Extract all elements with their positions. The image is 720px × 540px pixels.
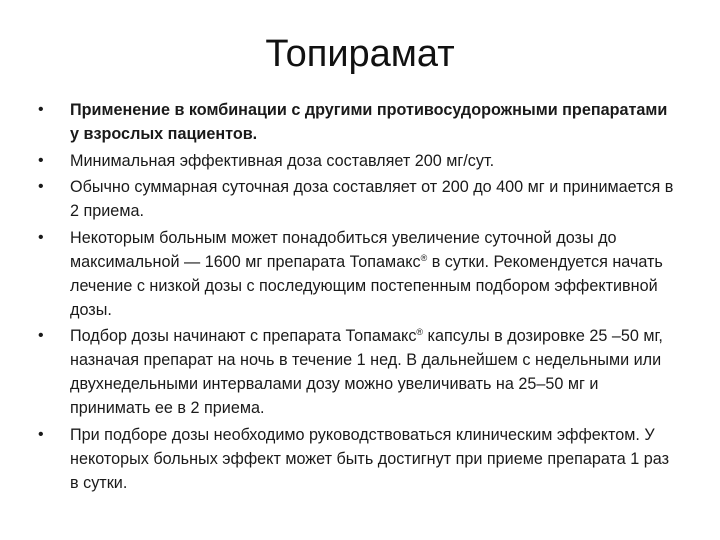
bullet-text: Минимальная эффективная доза составляет 200 мг/сут. bbox=[70, 151, 495, 170]
bullet-text: Обычно суммарная суточная доза составляет от 200 до 400 мг и принимается в 2 приема. bbox=[70, 178, 674, 220]
bullet-item bbox=[38, 423, 678, 495]
bullet-item bbox=[38, 98, 678, 146]
bullet-text: Применение в комбинации с другими противосудорожными препаратами у взрослых пациентов. bbox=[70, 101, 668, 143]
bullet-marker: • bbox=[38, 425, 44, 443]
bullet-item bbox=[38, 149, 678, 173]
bullet-marker: • bbox=[38, 327, 44, 344]
bullet-text: При подборе дозы необходимо руководствоваться клиническим эффектом. У некоторых больных эффект может быть достигнут при приеме препарата 1 раз в сутки. bbox=[70, 425, 670, 492]
bullet-text: Подбор дозы начинают с препарата Топамакс® капсулы в дозировке 25 –50 мг, назначая препарат на ночь в течение 1 нед. В дальнейшем с недельными или двухнедельными интервалами дозу можно увеличивать на 25–50 мг и принимать ее в 2 приема. bbox=[70, 327, 663, 417]
bullet-marker: • bbox=[38, 151, 44, 169]
bullet-text: Некоторым больным может понадобиться увеличение суточной дозы до максимальной — 1600 мг препарата Топамакс® в сутки. Рекомендуется начать лечение с низкой дозы с последующим постепенным подбором эффективной дозы. bbox=[70, 228, 663, 319]
bullet-item bbox=[38, 324, 678, 420]
registered-mark: ® bbox=[416, 327, 424, 337]
bullet-marker: • bbox=[38, 228, 44, 246]
registered-mark: ® bbox=[420, 252, 428, 263]
bullet-list bbox=[38, 98, 678, 497]
bullet-item bbox=[38, 175, 678, 223]
bullet-item bbox=[38, 226, 678, 322]
bullet-marker: • bbox=[38, 101, 44, 118]
slide-title: Топирамат bbox=[265, 33, 455, 75]
bullet-marker: • bbox=[38, 178, 44, 195]
